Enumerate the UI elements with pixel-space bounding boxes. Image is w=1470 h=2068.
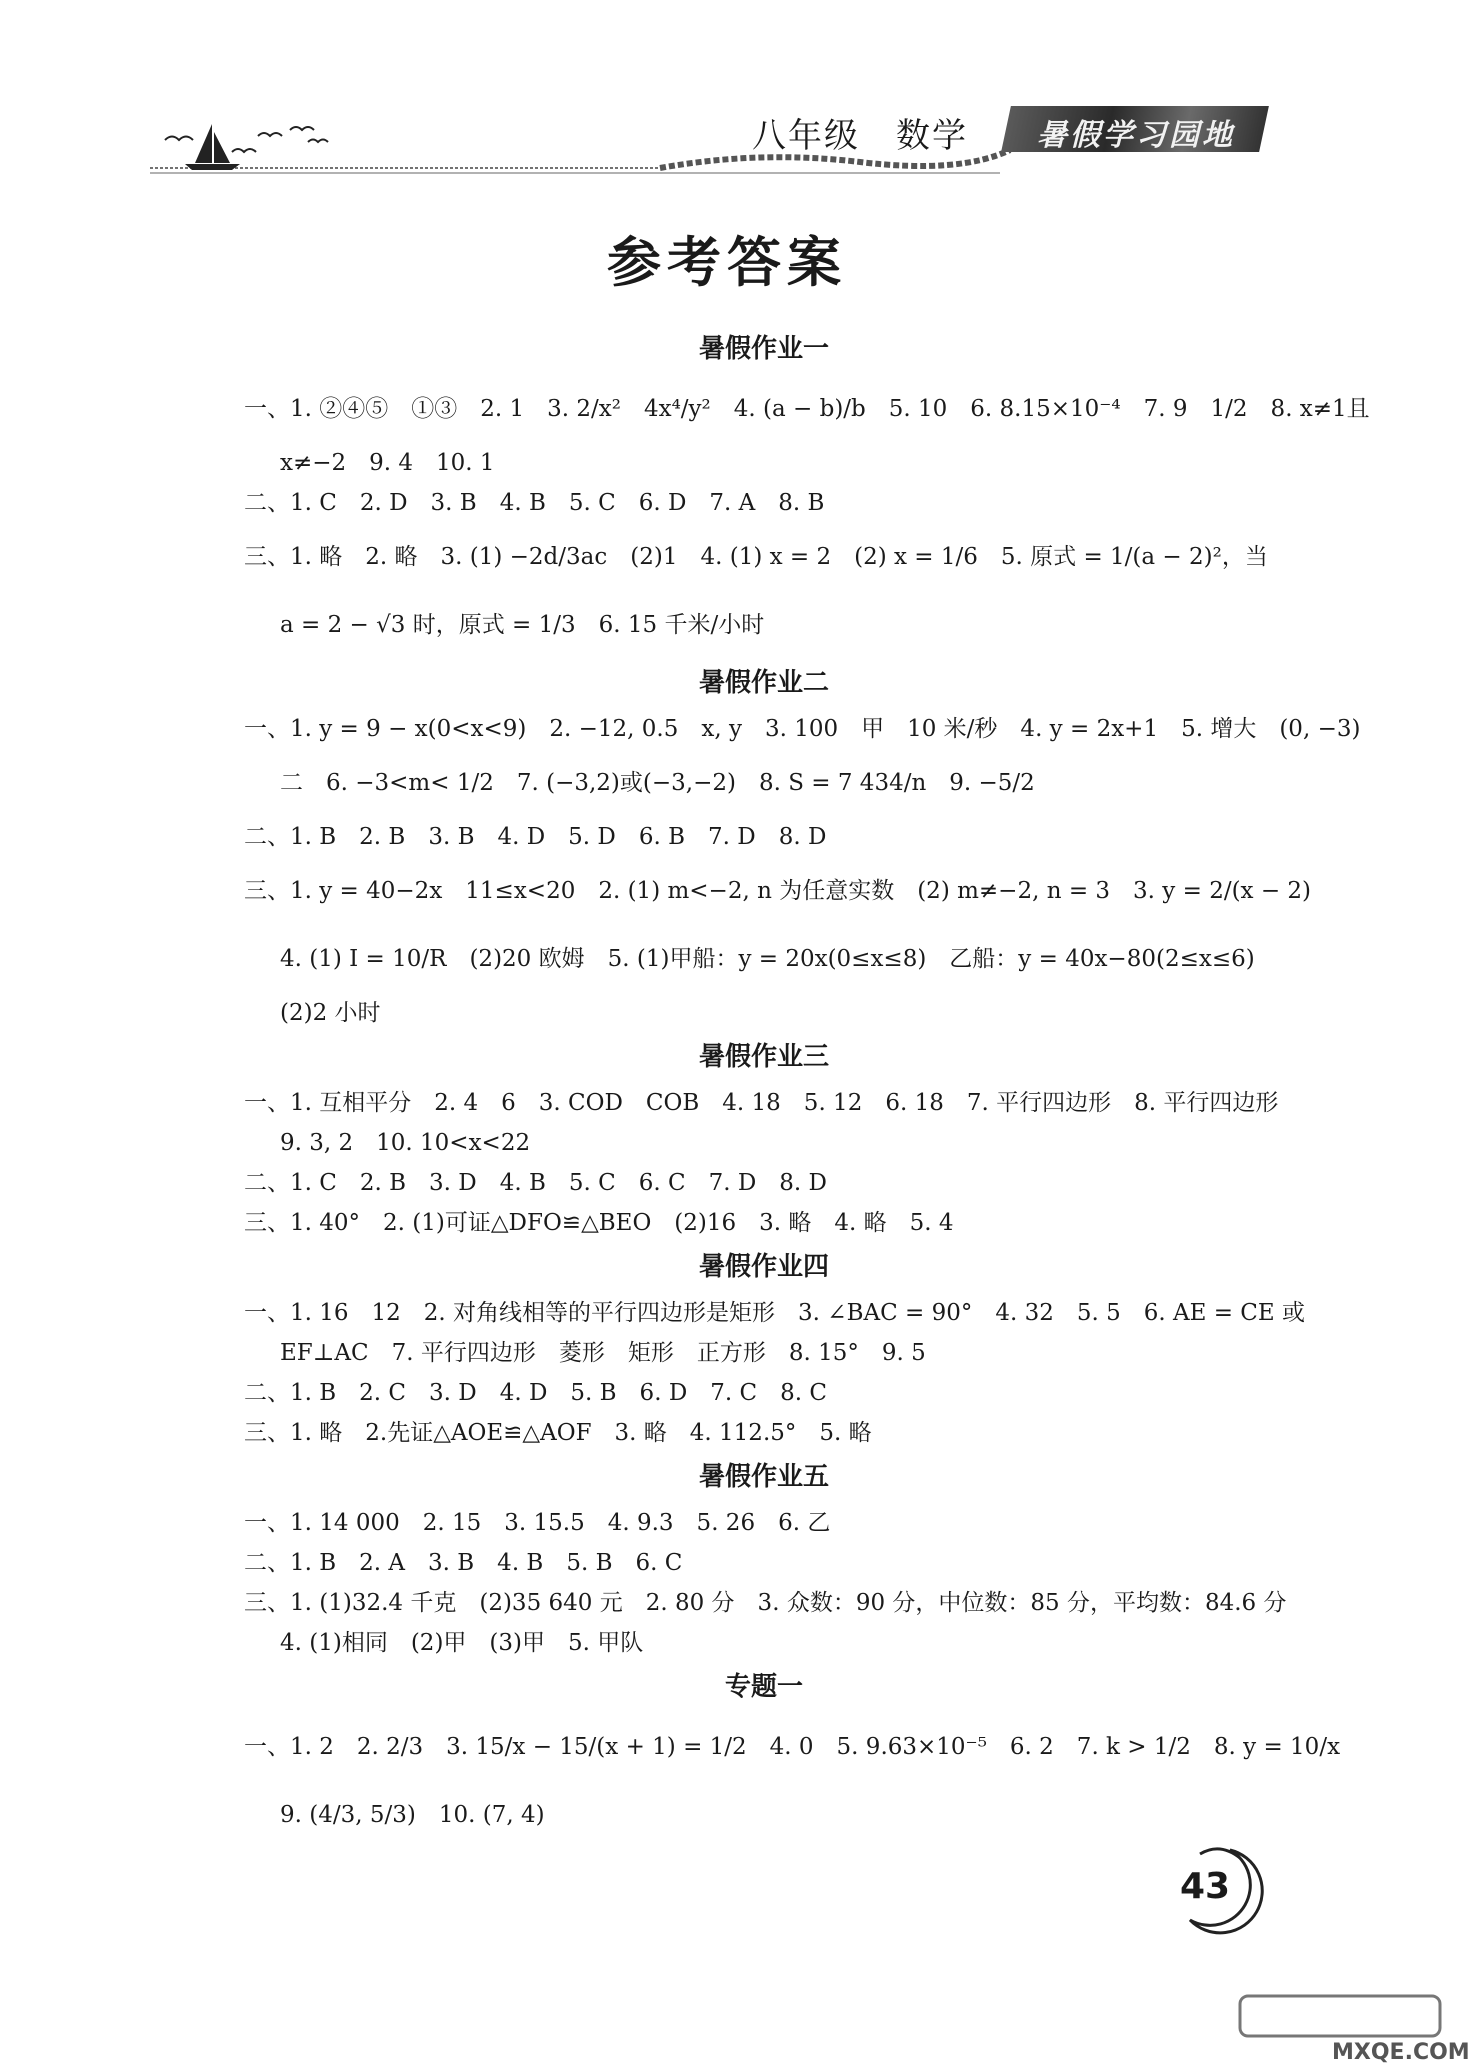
page-number: 43 <box>1180 1866 1231 1907</box>
answer-line: 二 6. −3<m< 1/2 7. (−3,2)或(−3,−2) 8. S = 7 434/n 9. −5/2 <box>280 770 1035 796</box>
section-title: 暑假作业四 <box>698 1252 829 1282</box>
answer-line: 一、1. ②④⑤ ①③ 2. 1 3. 2/x² 4x⁴/y² 4. (a − b)/b 5. 10 6. 8.15×10⁻⁴ 7. 9 1/2 8. x≠1且 <box>244 396 1370 422</box>
grade-subject-label: 八年级 数学 <box>752 116 968 156</box>
answer-line: 4. (1)相同 (2)甲 (3)甲 5. 甲队 <box>280 1630 644 1656</box>
answer-line: 二、1. B 2. A 3. B 4. B 5. B 6. C <box>244 1550 683 1576</box>
answer-line: a = 2 − √3 时，原式 = 1/3 6. 15 千米/小时 <box>280 612 765 638</box>
section-title: 暑假作业三 <box>698 1042 829 1072</box>
answer-line: 三、1. y = 40−2x 11≤x<20 2. (1) m<−2, n 为任意实数 (2) m≠−2, n = 3 3. y = 2/(x − 2) <box>244 878 1312 904</box>
answer-line: 9. (4/3, 5/3) 10. (7, 4) <box>280 1802 545 1828</box>
answer-line: 二、1. C 2. D 3. B 4. B 5. C 6. D 7. A 8. B <box>244 490 825 516</box>
answer-line: 二、1. B 2. C 3. D 4. D 5. B 6. D 7. C 8. C <box>244 1380 827 1406</box>
answer-line: 三、1. (1)32.4 千克 (2)35 640 元 2. 80 分 3. 众数：90 分，中位数：85 分，平均数：84.6 分 <box>244 1590 1287 1616</box>
answer-line: (2)2 小时 <box>280 1000 381 1026</box>
answer-line: 4. (1) I = 10/R (2)20 欧姆 5. (1)甲船：y = 20x(0≤x≤8) 乙船：y = 40x−80(2≤x≤6) <box>280 946 1255 972</box>
answer-line: 三、1. 略 2.先证△AOE≌△AOF 3. 略 4. 112.5° 5. 略 <box>244 1420 872 1446</box>
section-title: 暑假作业五 <box>698 1462 829 1492</box>
section-title: 暑假作业一 <box>698 334 829 364</box>
section-6 <box>244 1667 1341 1849</box>
section-1 <box>244 329 1370 659</box>
page-header <box>0 0 1454 190</box>
section-3 <box>244 1037 1284 1243</box>
section-title: 专题一 <box>724 1672 803 1702</box>
answer-line: 三、1. 40° 2. (1)可证△DFO≌△BEO (2)16 3. 略 4. 略 5. 4 <box>244 1210 954 1236</box>
answer-line: 一、1. 互相平分 2. 4 6 3. COD COB 4. 18 5. 12 6. 18 7. 平行四边形 8. 平行四边形 <box>244 1090 1279 1116</box>
answer-line: 三、1. 略 2. 略 3. (1) −2d/3ac (2)1 4. (1) x = 2 (2) x = 1/6 5. 原式 = 1/(a − 2)²，当 <box>244 544 1268 570</box>
answer-line: 一、1. 14 000 2. 15 3. 15.5 4. 9.3 5. 26 6. 乙 <box>244 1510 831 1536</box>
page-title: 参考答案 <box>607 231 847 294</box>
section-title: 暑假作业二 <box>698 668 829 698</box>
answer-line: 9. 3, 2 10. 10<x<22 <box>280 1130 531 1156</box>
answer-line: x≠−2 9. 4 10. 1 <box>280 450 495 476</box>
section-2 <box>244 663 1361 1033</box>
section-4 <box>244 1247 1305 1453</box>
answer-line: 一、1. 2 2. 2/3 3. 15/x − 15/(x + 1) = 1/2 4. 0 5. 9.63×10⁻⁵ 6. 2 7. k > 1/2 8. y = 10/x <box>244 1734 1341 1760</box>
answer-content <box>244 325 1370 1849</box>
answer-line: 一、1. y = 9 − x(0<x<9) 2. −12, 0.5 x, y 3. 100 甲 10 米/秒 4. y = 2x+1 5. 增大 (0, −3) <box>244 716 1361 742</box>
answer-line: 二、1. C 2. B 3. D 4. B 5. C 6. C 7. D 8. D <box>244 1170 827 1196</box>
section-5 <box>244 1457 1287 1663</box>
header-banner-text: 暑假学习园地 <box>1037 118 1235 153</box>
watermark-text: MXQE.COM <box>1332 2040 1470 2065</box>
answer-line: 一、1. 16 12 2. 对角线相等的平行四边形是矩形 3. ∠BAC = 90° 4. 32 5. 5 6. AE = CE 或 <box>244 1300 1305 1326</box>
sailboat-birds-logo <box>0 0 1454 190</box>
answer-line: EF⊥AC 7. 平行四边形 菱形 矩形 正方形 8. 15° 9. 5 <box>280 1340 926 1366</box>
answer-line: 二、1. B 2. B 3. B 4. D 5. D 6. B 7. D 8. D <box>244 824 827 850</box>
